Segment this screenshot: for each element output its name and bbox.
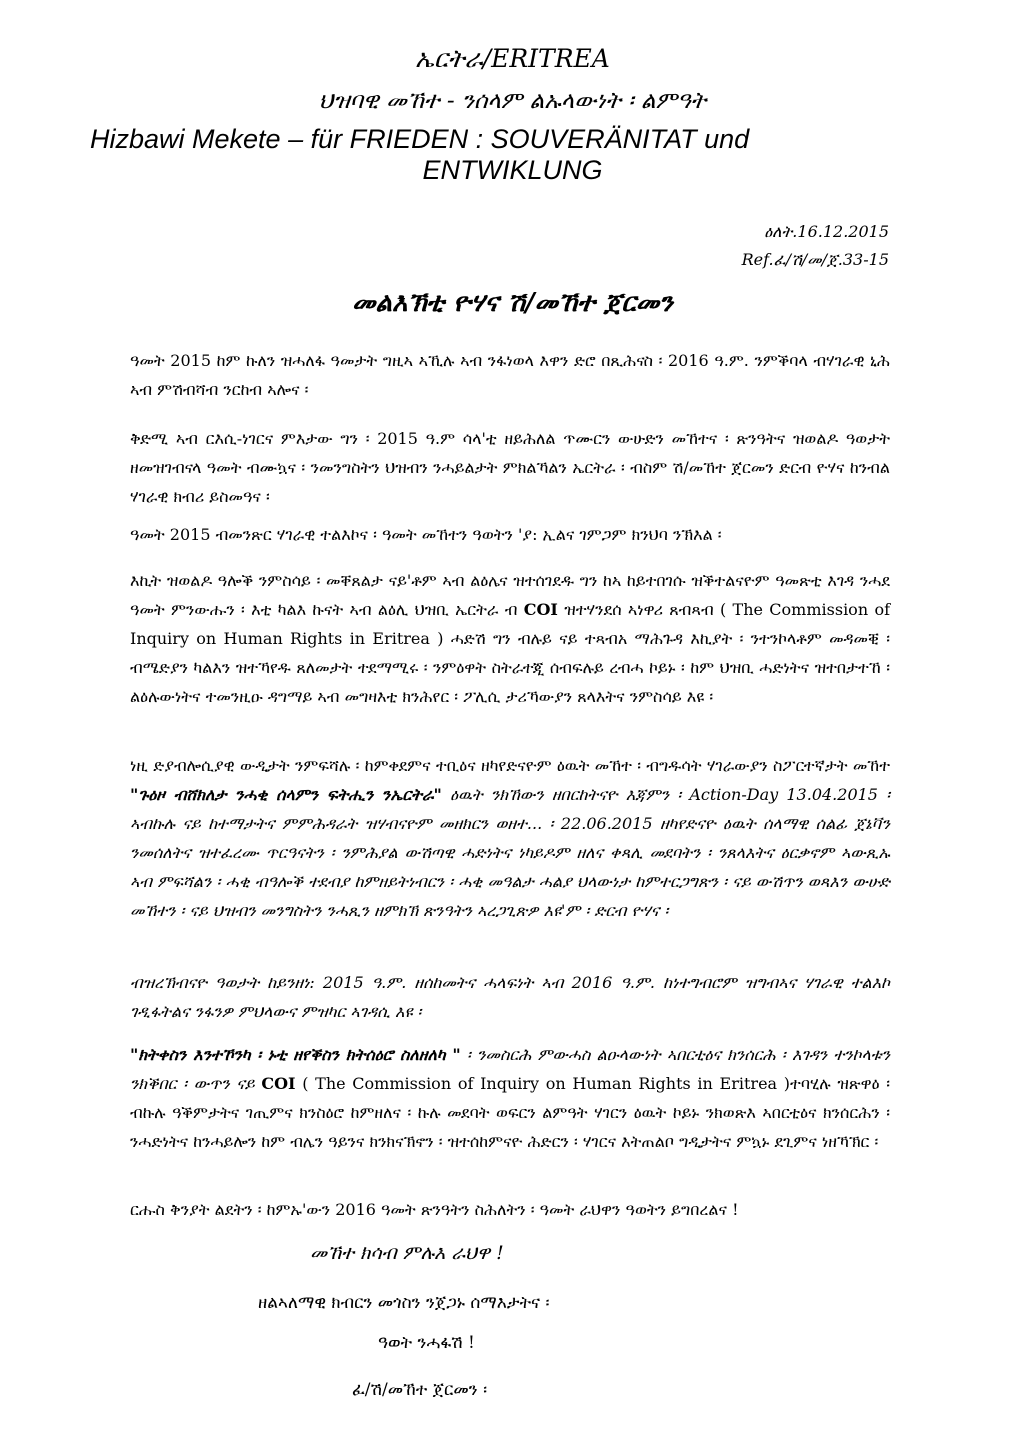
header-country: ኤርትራ/ERITREA [415, 44, 610, 73]
header-organization-german-cont: ENTWIKLUNG [422, 155, 603, 185]
paragraph-5-part-c: ዕዉት ንክኸውን ዘበርከትናዮ እጃምን ፡ Action-Day 13.04.2015 ፡ ኣብኩሉ ናይ ከተማታትና ምምሕዳራት ዝሃብናዮም መዘክርን ወዘተ... ፡ 22.06.2015 ዘካየድናዮ ዕዉት ሰላማዊ ሰልፊ ጀኔቫን ንመሰለትና ዝተፈረሙ ጥርዓናትን ፡ ንምሕያል ውሽጣዊ ሓድነትና ነካይዶም ዘለና ቀጻሊ መደባትን ፡ ንጸላእትና ዕርቃኖም ኣውጺኡ ኣብ ምፍሻልን ፡ ሓቂ ብዓሎቕ ተደብያ ከምዘይትነብርን ፡ ሓቂ መዓልታ ሓልያ ህላውነታ ከምተርጋግጽን ፡ ናይ ውሽጥን ወጻእን ውሁድ መኸተን ፡ ናይ ህዝብን መንግስትን ንሓጺን ዘምክኽ ጽንዓትን ኣረጋጊጽዎ እዩ'ም ፡ ድርብ ዮሃና ፡ [130, 785, 890, 920]
paragraph-1: ዓመት 2015 ከም ኩለን ዝሓለፋ ዓመታት ግዚኣ ኣኺሉ ኣብ ንፋነወላ እዋን ድሮ በጺሕናስ ፡ 2016 ዓ.ም. ንምቕባላ ብሃገራዊ ኒሕ ኣብ ምሽብሻብ ንርከብ ኣሎና ፡ [130, 351, 890, 399]
paragraph-3: ዓመት 2015 ብመንጽር ሃገራዊ ተልእኮና ፡ ዓመት መኸተን ዓወትን 'ያ: ኢልና ገምጋም ክንህባ ንኽእል ፡ [130, 525, 722, 544]
quoted-motto: "ክትቀስን እንተኾንካ ፡ ኑቲ ዘየቕስን ክትሰዕሮ ስለዘለካ " [130, 1045, 461, 1064]
coi-abbrev-2: COI [261, 1074, 296, 1093]
paragraph-6: ብዝረኽብናዮ ዓወታት ከይንዘነ: 2015 ዓ.ም. ዘሰከመትና ሓላፍነት ኣብ 2016 ዓ.ም. ከነተግብሮም ዝግብኣና ሃገራዊ ተልእኮ ገዲፋትልና ንፋንዎ ምህላውና ምዝካር ኣገዳሲ እዩ ፡ [130, 973, 890, 1021]
paragraph-5-part-a: ነዚ ድያብሎሲያዊ ውዲታት ንምፍሻሉ ፡ ከምቀደምና ተቢዕና ዘካየድናዮም ዕዉት መኸተ ፡ ብግዱሳት ሃገራውያን ስፖርተኛታት መኸተ [130, 756, 890, 775]
letter-date: ዕለት.16.12.2015 [764, 222, 889, 241]
paragraph-4 [130, 566, 890, 711]
closing-victory: ዓወት ንሓፋሽ ! [378, 1333, 475, 1353]
paragraph-7-part-d: ( The Commission of Inquiry on Human Rights in Eritrea )ተባሂሉ ዝጽዋዕ ፡ ብኩሉ ዓቕምታትና ገጢምና ክንስዕሮ ከምዘለና ፡ ኩሉ መደባት ወፍርን ልምዓት ሃገርን ዕዉት ኮይኑ ንክወጽእ ኣበርቲዕና ክንሰርሕን ፡ ንሓድነትና ከንሓይሎን ከም ብሌን ዓይንና ክንክናኽኖን ፡ ዝተሰከምናዮ ሕድርን ፡ ሃገርና እትጠልቦ ግዲታትና ምኳኑ ደጊምና ነዘኻኽር ፡ [130, 1074, 891, 1151]
closing-slogan: መኸተ ክሳብ ምሉእ ራህዋ ! [310, 1242, 504, 1264]
coi-abbrev: COI [523, 600, 558, 619]
header-organization-german: Hizbawi Mekete – für FRIEDEN : SOUVERÄNITAT und [90, 124, 750, 154]
letter-reference: Ref.ፈ/ሽ/መ/ጀ.33-15 [741, 250, 889, 269]
cycling-event-name: "ጉዕዞ ብሸክለታ ንሓቂ ሰላምን ፍትሒን ንኤርትራ" [130, 785, 442, 804]
paragraph-4-part-c: ዝተሃንደሰ ኣነዋሪ ጸብጻብ ( The Commission of Inquiry on Human Rights in Eritrea ) ሓድሽ ግን ብሉይ ናይ ተጻብአ ማሕጉዳ እኪያት ፡ ንተንኮላቶም መዳመቒ ፡ ብሜድያን ካልእን ዝተኻየዱ ጸለመታት ተደማሚሩ ፡ ንምዕዋት ስትራተጂ ሰብፍሉይ ረብሓ ኮይኑ ፡ ከም ህዝቢ ሓድነትና ዝተበታተኸ ፡ ልዕሉውነትና ተመንዚዑ ዳግማይ ኣብ መግዛእቲ ክንሕየር ፡ ፖሊሲ ታሪኻውያን ጸላእትና ንምስሳይ እዩ ፡ [130, 600, 890, 706]
letter-title: መልእኽቲ ዮሃና ሽ/መኸተ ጀርመን [352, 288, 673, 318]
closing-martyrs: ዘልኣለማዊ ክብርን መጎስን ንጀጋኑ ሰማእታትና ፡ [258, 1293, 550, 1313]
paragraph-5 [130, 751, 890, 925]
paragraph-7-part-b: ፡ ንመስርሕ ምውሓስ ልዑላውነት ኣበርቲዕና ክንሰርሕ ፡ እገዳን ተንኮላቱን ንክቕበር ፡ ውጥን ናይ [130, 1045, 890, 1093]
paragraph-4-part-a: እኪት ዝወልዶ ዓሎቕ ንምስሳይ ፡ መቐጸልታ ናይ'ቶም ኣብ ልዕሌና ዝተሰገደዱ ግን ከኣ ከይተበገሱ ዝቕተልናዮም ዓመጽቲ እገዳ ንሓደ ዓመት ምንውሑን ፡ እቲ ካልእ ኩናት ኣብ ልዕሊ ህዝቢ ኤርትራ ብ [130, 571, 890, 619]
paragraph-8: ርሑስ ቅንያት ልደትን ፡ ከምኡ'ውን 2016 ዓመት ጽንዓትን ስሕለትን ፡ ዓመት ራህዋን ዓወትን ይግበረልና ! [130, 1200, 739, 1219]
header-organization-tigrinya: ህዝባዊ መኸተ - ንሰላም ልኡላውነት ፡ ልምዓት [318, 88, 707, 114]
paragraph-7 [130, 1040, 890, 1156]
paragraph-2: ቅድሚ ኣብ ርእሲ-ነገርና ምእታው ግን ፡ 2015 ዓ.ም ሳላ'ቲ ዘይሕለል ጥሙርን ውሁድን መኸተና ፡ ጽንዓትና ዝወልዶ ዓወታት ዘመዝገብናላ ዓመት ብሙኳና ፡ ንመንግስትን ህዝብን ንሓይልታት ምክልኻልን ኤርትራ ፡ ብስም ሽ/መኸተ ጀርመን ድርብ ዮሃና ከንብል ሃገራዊ ክብሪ ይስመዓና ፡ [130, 429, 890, 506]
closing-signature: ፈ/ሽ/መኸተ ጀርመን ፡ [352, 1380, 488, 1400]
